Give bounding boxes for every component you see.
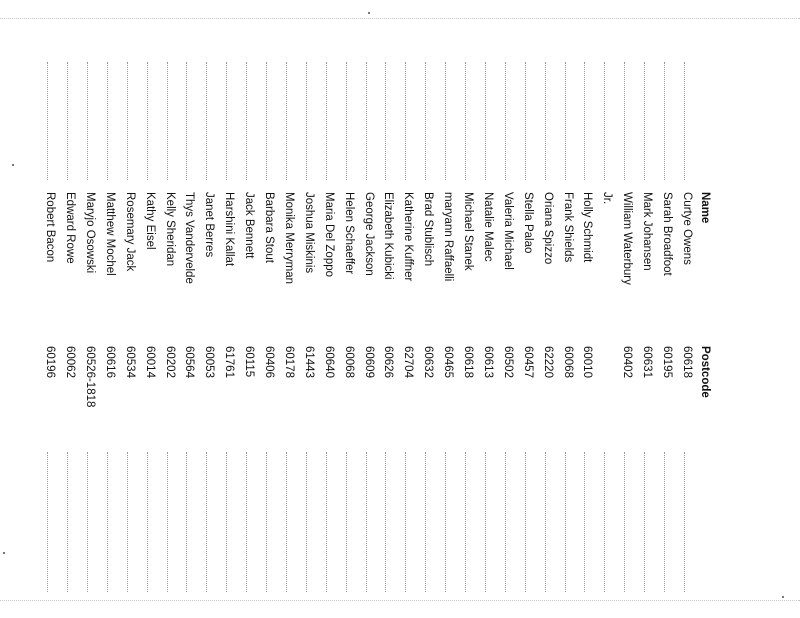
table-row	[181, 0, 199, 618]
dot-leader	[187, 62, 188, 180]
table-row	[499, 0, 517, 618]
dot-leader	[107, 452, 108, 592]
name-cell: Valeria Michael	[501, 192, 514, 270]
dot-leader	[604, 452, 605, 592]
dot-leader	[246, 62, 247, 180]
table-row	[81, 0, 99, 618]
table-row	[459, 0, 477, 618]
table-row	[360, 0, 378, 618]
dot-leader	[624, 452, 625, 592]
name-cell: Monika Merryman	[283, 192, 295, 285]
postcode-cell: 60196	[44, 346, 57, 378]
name-cell: George Jackson	[362, 192, 375, 276]
dot-leader	[545, 62, 546, 180]
dot-leader	[525, 62, 526, 180]
name-cell: Joshua Miskinis	[302, 192, 315, 274]
name-cell: Curtye Owens	[681, 192, 693, 265]
dot-leader	[47, 452, 48, 592]
postcode-cell: 60465	[442, 346, 455, 378]
dot-leader	[127, 452, 128, 592]
name-cell: Michael Stanek	[462, 192, 475, 271]
dot-leader	[644, 62, 645, 180]
postcode-cell: 60014	[143, 346, 156, 378]
dot-leader	[565, 452, 566, 592]
name-cell: Rosemary Jack	[123, 192, 136, 272]
name-cell: Kathy Eisel	[143, 192, 156, 250]
postcode-cell: 60406	[263, 346, 276, 378]
dot-leader	[405, 62, 406, 180]
dot-leader	[246, 452, 247, 592]
name-cell: Helen Schaeffer	[342, 192, 355, 275]
postcode-cell: 60062	[64, 346, 77, 378]
table-row	[320, 0, 338, 618]
table-row	[161, 0, 179, 618]
name-cell: Kelly Sheridan	[163, 192, 176, 267]
postcode-cell: 60202	[163, 346, 176, 378]
name-cell: Natalie Malec	[482, 192, 494, 262]
table-row	[280, 0, 298, 618]
name-cell: Harshini Kallat	[223, 192, 236, 267]
table-row	[220, 0, 238, 618]
name-cell: Maria Del Zoppo	[322, 192, 335, 278]
table-row	[300, 0, 318, 618]
name-cell: Holly Schmidt	[581, 192, 594, 263]
dot-leader	[684, 452, 685, 592]
table-row	[399, 0, 417, 618]
postcode-cell: 60626	[382, 346, 395, 378]
postcode-cell: 60053	[203, 346, 216, 378]
name-cell: Brad Stublisch	[422, 192, 435, 267]
dot-leader	[206, 62, 207, 180]
postcode-cell: 60115	[243, 346, 256, 378]
dot-leader	[366, 452, 367, 592]
dot-leader	[386, 452, 387, 592]
dot-leader	[366, 62, 367, 180]
name-cell: Stella Palao	[521, 192, 534, 254]
dot-leader	[644, 452, 645, 592]
dot-leader	[87, 62, 88, 180]
scan-speck	[12, 164, 14, 166]
table-row	[121, 0, 139, 618]
name-cell: William Waterbury	[621, 192, 634, 285]
name-cell: Maryjo Osowski	[84, 192, 96, 274]
name-cell: Edward Rowe	[64, 192, 77, 264]
postcode-cell: 60618	[462, 346, 475, 378]
dot-leader	[425, 452, 426, 592]
dot-leader	[505, 62, 506, 180]
table-row	[579, 0, 597, 618]
table-row	[240, 0, 258, 618]
dot-leader	[465, 452, 466, 592]
dot-leader	[585, 452, 586, 592]
postcode-cell: 60564	[183, 346, 196, 378]
dot-leader	[266, 62, 267, 180]
dot-leader	[67, 452, 68, 592]
dot-leader	[306, 62, 307, 180]
table-row	[439, 0, 457, 618]
postcode-cell: 60502	[501, 346, 514, 378]
name-cell: Janet Berres	[203, 192, 216, 258]
table-row	[678, 0, 696, 618]
scan-speck	[782, 596, 784, 598]
dot-leader	[445, 62, 446, 180]
dot-leader	[107, 62, 108, 180]
dot-leader	[604, 62, 605, 180]
postcode-cell: 62704	[402, 346, 415, 378]
table-header	[696, 0, 714, 618]
name-cell: Mark Johansen	[641, 192, 654, 271]
dot-leader	[286, 62, 287, 180]
postcode-cell: 60402	[621, 346, 634, 378]
table-row	[658, 0, 676, 618]
dot-leader	[127, 62, 128, 180]
dot-leader	[445, 452, 446, 592]
table-row	[539, 0, 557, 618]
dot-leader	[545, 452, 546, 592]
name-cell: Matthew Mochel	[103, 192, 116, 276]
postcode-cell: 60534	[123, 346, 136, 378]
table-row	[41, 0, 59, 618]
dot-leader	[206, 452, 207, 592]
dot-leader	[346, 62, 347, 180]
name-cell: Barbara Stout	[263, 192, 276, 263]
postcode-cell: 60616	[103, 346, 116, 378]
dot-leader	[386, 62, 387, 180]
dot-leader	[485, 62, 486, 180]
dot-leader	[306, 452, 307, 592]
postcode-cell: 60632	[422, 346, 435, 378]
table-row	[519, 0, 537, 618]
postcode-cell: 60010	[581, 346, 594, 378]
name-cell: Sarah Broadfoot	[661, 192, 674, 276]
name-cell: Frank Shields	[561, 192, 574, 263]
dot-leader	[465, 62, 466, 180]
table-row	[479, 0, 497, 618]
postcode-cell: 60195	[661, 346, 674, 378]
dot-leader	[226, 452, 227, 592]
dot-leader	[326, 62, 327, 180]
name-cell: Katherine Kuffner	[402, 192, 415, 282]
dot-leader	[147, 62, 148, 180]
dot-leader	[664, 62, 665, 180]
table-row	[419, 0, 437, 618]
postcode-cell: 61761	[223, 346, 236, 378]
postcode-cell: 60613	[482, 346, 494, 378]
dot-leader	[167, 62, 168, 180]
dot-leader	[326, 452, 327, 592]
table-row	[380, 0, 398, 618]
dot-leader	[67, 62, 68, 180]
postcode-column-header: Postcode	[699, 346, 711, 398]
dot-leader	[167, 452, 168, 592]
dot-leader	[505, 452, 506, 592]
postcode-cell: 62220	[541, 346, 554, 378]
postcode-cell: 60178	[283, 346, 295, 378]
dot-leader	[525, 452, 526, 592]
scan-speck	[3, 552, 5, 554]
postcode-cell: 60526-1818	[84, 346, 96, 408]
postcode-cell: 60457	[521, 346, 534, 378]
dot-leader	[87, 452, 88, 592]
table-row	[598, 0, 616, 618]
name-column-header: Name	[699, 192, 711, 224]
postcode-cell: 60068	[561, 346, 574, 378]
dot-leader	[346, 452, 347, 592]
postcode-cell: 60618	[681, 346, 693, 378]
name-cell: Thys Vandervelde	[183, 192, 196, 284]
name-cell: Robert Bacon	[44, 192, 57, 263]
dot-leader	[585, 62, 586, 180]
dot-leader	[684, 62, 685, 180]
dot-leader	[187, 452, 188, 592]
table-row	[559, 0, 577, 618]
name-cell: Jr.	[601, 192, 614, 205]
dot-leader	[147, 452, 148, 592]
table-row	[141, 0, 159, 618]
table-row	[340, 0, 358, 618]
name-cell: Elizabeth Kubicki	[382, 192, 395, 280]
postcode-cell: 60640	[322, 346, 335, 378]
dot-leader	[664, 452, 665, 592]
dot-leader	[565, 62, 566, 180]
dot-leader	[226, 62, 227, 180]
postcode-cell: 60609	[362, 346, 375, 378]
dot-leader	[485, 452, 486, 592]
scan-speck	[368, 12, 370, 14]
dot-leader	[624, 62, 625, 180]
dot-leader	[266, 452, 267, 592]
name-cell: maryann Raffaelli	[442, 192, 455, 282]
dot-leader	[425, 62, 426, 180]
postcode-cell: 61443	[302, 346, 315, 378]
postcode-cell: 60068	[342, 346, 355, 378]
table-row	[638, 0, 656, 618]
table-row	[260, 0, 278, 618]
dot-leader	[286, 452, 287, 592]
table-row	[61, 0, 79, 618]
name-cell: Jack Bennett	[243, 192, 256, 259]
name-cell: Oriana Spizzo	[541, 192, 554, 265]
dot-leader	[47, 62, 48, 180]
table-row	[200, 0, 218, 618]
postcode-cell: 60631	[641, 346, 654, 378]
table-row	[101, 0, 119, 618]
table-row	[618, 0, 636, 618]
dot-leader	[405, 452, 406, 592]
